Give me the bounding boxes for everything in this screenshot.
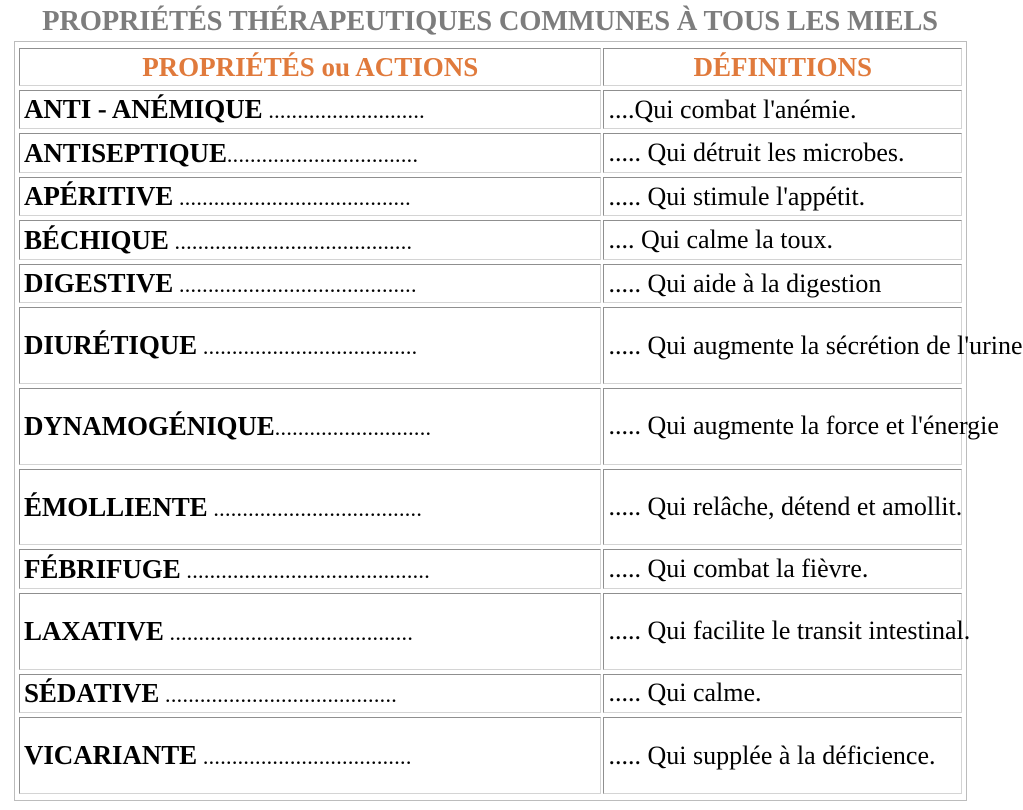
- property-cell: [19, 549, 601, 588]
- property-term: DIGESTIVE: [24, 268, 174, 299]
- table-row: [19, 674, 962, 713]
- dot-leader: .................................: [226, 141, 419, 167]
- definition-cell: .... Qui calme la toux.: [603, 220, 962, 259]
- table-row: [19, 388, 962, 465]
- dot-leader: ........................................: [173, 185, 411, 211]
- definition-cell: ..... Qui détruit les microbes.: [603, 133, 962, 172]
- dot-leader: ..........................................: [163, 619, 414, 645]
- definition-cell: ..... Qui combat la fièvre.: [603, 549, 962, 588]
- header-properties: PROPRIÉTÉS ou ACTIONS: [19, 48, 601, 86]
- dot-leader: .........................................: [168, 228, 413, 254]
- dot-leader: ...........................: [274, 414, 432, 440]
- page-title: PROPRIÉTÉS THÉRAPEUTIQUES COMMUNES À TOUS LES MIELS: [42, 6, 938, 37]
- definition-cell: ..... Qui stimule l'appétit.: [603, 177, 962, 216]
- property-term: DYNAMOGÉNIQUE: [24, 410, 275, 441]
- property-term: APÉRITIVE: [24, 181, 174, 212]
- table-body: [19, 90, 1023, 794]
- table-row: [19, 133, 962, 172]
- definition-cell: ..... Qui relâche, détend et amollit.: [603, 469, 962, 546]
- table-row: [19, 307, 962, 384]
- property-cell: [19, 717, 601, 794]
- property-cell: [19, 133, 601, 172]
- dot-leader: ...........................: [262, 98, 425, 124]
- property-cell: [19, 177, 601, 216]
- table-row: [19, 593, 962, 670]
- property-term: LAXATIVE: [24, 615, 164, 646]
- property-cell: [19, 388, 601, 465]
- property-term: DIURÉTIQUE: [24, 330, 198, 361]
- table-row: [19, 549, 962, 588]
- table-row: [19, 220, 962, 259]
- table-row: [19, 264, 962, 303]
- property-term: ANTI - ANÉMIQUE: [24, 94, 263, 125]
- dot-leader: .........................................: [173, 272, 417, 298]
- dot-leader: .....................................: [197, 334, 418, 360]
- header-definitions: DÉFINITIONS: [603, 48, 962, 86]
- dot-leader: ....................................: [197, 744, 412, 770]
- property-cell: [19, 674, 601, 713]
- table-header-row: [19, 48, 962, 86]
- property-term: ANTISEPTIQUE: [24, 137, 227, 168]
- property-cell: [19, 90, 601, 129]
- definition-cell: ....Qui combat l'anémie.: [603, 90, 962, 129]
- property-cell: [19, 264, 601, 303]
- property-term: FÉBRIFUGE: [24, 553, 181, 584]
- property-cell: [19, 593, 601, 670]
- table-row: [19, 90, 962, 129]
- dot-leader: ........................................: [159, 681, 398, 707]
- table-row: [19, 177, 962, 216]
- property-cell: [19, 469, 601, 546]
- table-row: [19, 469, 962, 546]
- properties-table-frame: [14, 41, 1023, 801]
- dot-leader: ....................................: [207, 495, 423, 521]
- property-term: ÉMOLLIENTE: [24, 491, 208, 522]
- definition-cell: ..... Qui augmente la force et l'énergie: [603, 388, 962, 465]
- property-term: SÉDATIVE: [24, 677, 160, 708]
- definition-cell: ..... Qui facilite le transit intestinal.: [603, 593, 962, 670]
- definition-cell: ..... Qui aide à la digestion: [603, 264, 962, 303]
- definition-cell: ..... Qui supplée à la déficience.: [603, 717, 962, 794]
- definition-cell: ..... Qui calme.: [603, 674, 962, 713]
- definition-cell: ..... Qui augmente la sécrétion de l'urine: [603, 307, 962, 384]
- properties-table: [17, 44, 1023, 798]
- table-row: [19, 717, 962, 794]
- dot-leader: ..........................................: [180, 557, 431, 583]
- property-cell: [19, 220, 601, 259]
- property-term: BÉCHIQUE: [24, 224, 169, 255]
- property-term: VICARIANTE: [24, 740, 198, 771]
- property-cell: [19, 307, 601, 384]
